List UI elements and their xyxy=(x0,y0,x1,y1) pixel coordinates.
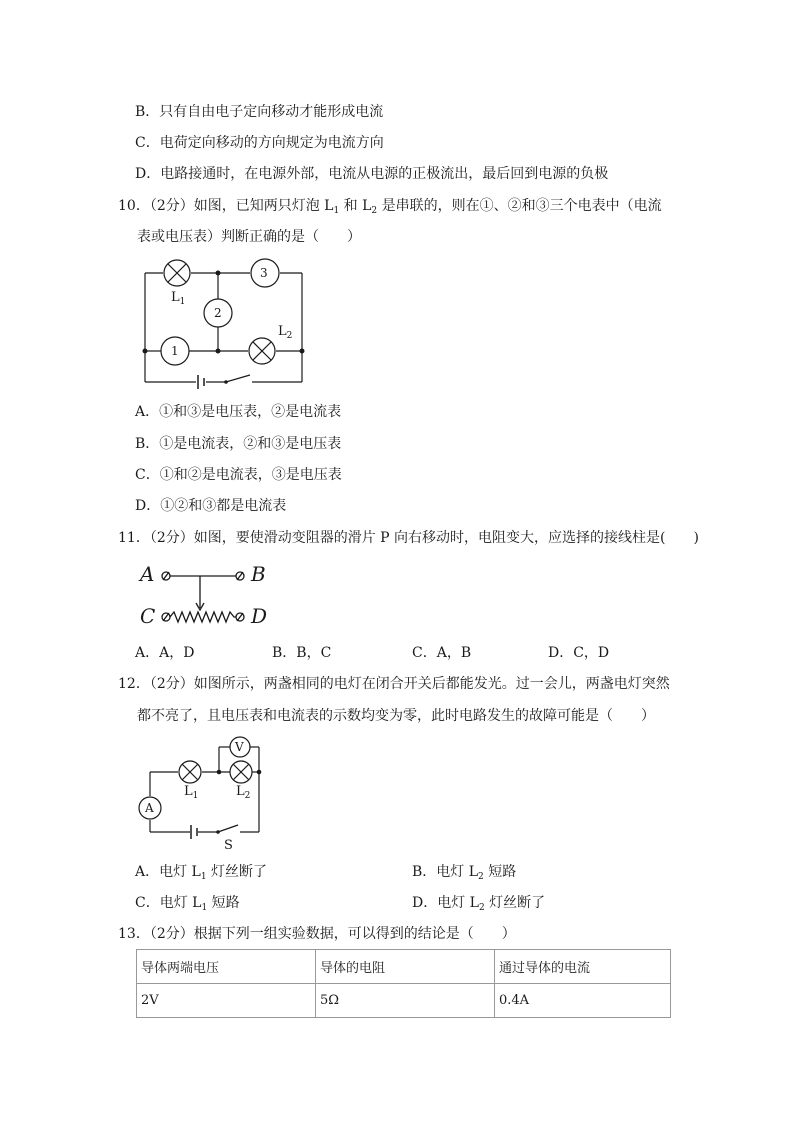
q10-option-b: B．①是电流表，②和③是电压表 xyxy=(135,436,342,452)
table-cell: 2V xyxy=(137,984,316,1018)
q9-option-b: B．只有自由电子定向移动才能形成电流 xyxy=(135,104,384,120)
q10-option-c: C．①和②是电流表，③是电压表 xyxy=(135,467,342,483)
q11-option-d: D．C，D xyxy=(548,645,610,661)
table-row xyxy=(137,984,671,1018)
data-table xyxy=(136,949,671,1018)
q10-stem-line2: 表或电压表）判断正确的是（ ） xyxy=(137,229,361,245)
q11-stem: 11．（2分）如图，要使滑动变阻器的滑片 P 向右移动时，电阻变大，应选择的接线柱是( ) xyxy=(118,530,699,546)
meter-3-label: 3 xyxy=(260,266,268,280)
q9-option-c: C．电荷定向移动的方向规定为电流方向 xyxy=(135,135,384,151)
lamp-l2-icon xyxy=(247,336,277,366)
q12-stem-line2: 都不亮了，且电压表和电流表的示数均变为零，此时电路发生的故障可能是（ ） xyxy=(137,708,655,724)
q11-option-a: A．A，D xyxy=(135,645,195,661)
switch-label: S xyxy=(224,838,233,853)
voltmeter-label: V xyxy=(235,740,244,754)
table-cell: 0.4A xyxy=(495,984,671,1018)
q11-option-c: C．A，B xyxy=(412,645,472,661)
q10-option-a: A．①和③是电压表，②是电流表 xyxy=(135,404,342,420)
table-header: 通过导体的电流 xyxy=(495,950,671,984)
ammeter-label: A xyxy=(145,801,154,815)
q12-option-d: D．电灯 $L_2$ 灯丝断了 xyxy=(412,895,546,913)
q9-option-d: D．电路接通时，在电源外部，电流从电源的正极流出，最后回到电源的负极 xyxy=(135,166,609,182)
terminal-c-label: C xyxy=(140,604,156,628)
terminal-b-label: B xyxy=(251,562,266,586)
table-cell: 5Ω xyxy=(316,984,495,1018)
lamp-l1-icon xyxy=(162,258,192,288)
table-header: 导体两端电压 xyxy=(137,950,316,984)
lamp-l1-label: $L_1$ xyxy=(171,290,186,307)
q12-option-c: C．电灯 $L_1$ 短路 xyxy=(135,895,240,913)
q12-stem-line1: 12．（2分）如图所示，两盏相同的电灯在闭合开关后都能发光。过一会儿，两盏电灯突然 xyxy=(118,676,670,692)
q13-stem: 13．（2分）根据下列一组实验数据，可以得到的结论是（ ） xyxy=(118,926,516,942)
q12-option-a: A．电灯 $L_1$ 灯丝断了 xyxy=(135,864,268,882)
table-header-row xyxy=(137,950,671,984)
terminal-d-label: D xyxy=(251,604,268,628)
table-header: 导体的电阻 xyxy=(316,950,495,984)
q11-option-b: B．B，C xyxy=(272,645,332,661)
q10-option-d: D．①②和③都是电流表 xyxy=(135,498,287,514)
q10-stem-line1: 10．（2分）如图，已知两只灯泡 $L_1$ 和 $L_2$ 是串联的，则在①、②和③三个电表中（电流 xyxy=(118,198,662,216)
lamp-l2-label: $L_2$ xyxy=(278,324,293,341)
lamp-l2-label: $L_2$ xyxy=(236,784,251,801)
q12-option-b: B．电灯 $L_2$ 短路 xyxy=(412,864,517,882)
lamp-l1-label: $L_1$ xyxy=(184,784,199,801)
meter-1-label: 1 xyxy=(171,344,179,358)
terminal-a-label: A xyxy=(140,562,155,586)
meter-2-label: 2 xyxy=(214,306,222,320)
